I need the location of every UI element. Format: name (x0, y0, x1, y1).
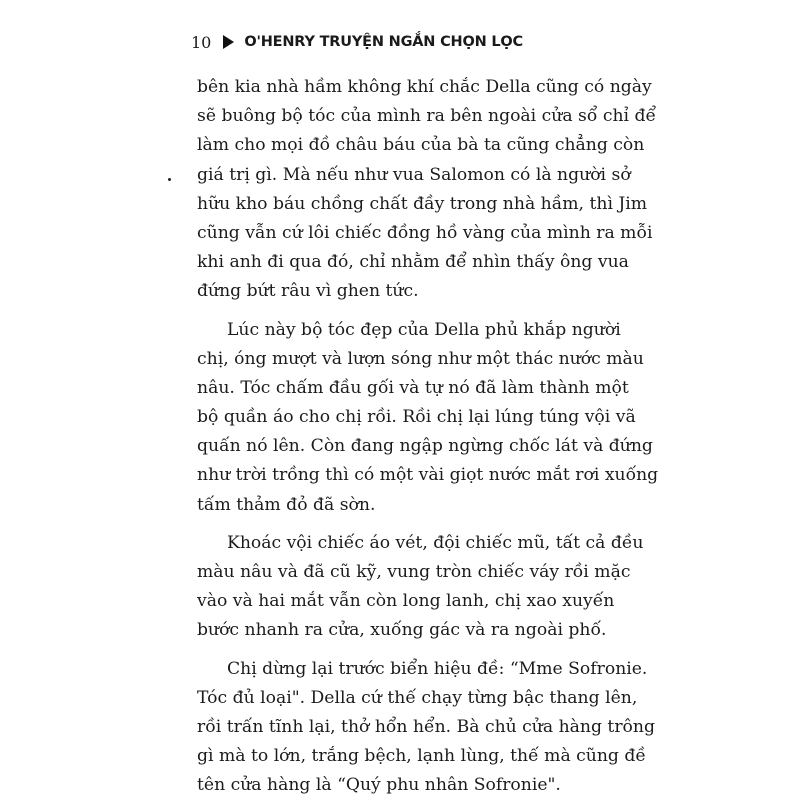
text-line: hữu kho báu chồng chất đầy trong nhà hầm, thì Jim (197, 193, 648, 214)
text-line: làm cho mọi đồ châu báu của bà ta cũng chẳng còn (197, 135, 645, 156)
text-line: Khoác vội chiếc áo vét, đội chiếc mũ, tất cả đều (227, 532, 644, 553)
text-line: màu nâu và đã cũ kỹ, vung tròn chiếc váy rồi mặc (197, 562, 631, 582)
text-line: tấm thảm đỏ đã sờn. (197, 494, 376, 515)
text-line: khi anh đi qua đó, chỉ nhằm để nhìn thấy ông vua (197, 252, 629, 273)
text-line: cũng vẫn cứ lôi chiếc đồng hồ vàng của mình ra mỗi (197, 222, 653, 243)
text-line: giá trị gì. Mà nếu như vua Salomon có là người sở (197, 164, 631, 185)
play-triangle-icon (223, 35, 234, 49)
paragraph-4 (197, 655, 655, 801)
text-line: đứng bứt râu vì ghen tức. (197, 281, 419, 302)
text-line: bên kia nhà hầm không khí chắc Della cũng có ngày (197, 77, 652, 97)
paragraph-3 (197, 529, 644, 646)
text-line: chị, óng mượt và lượn sóng như một thác nước màu (197, 348, 644, 369)
text-line: bước nhanh ra cửa, xuống gác và ra ngoài phố. (197, 620, 607, 641)
text-line: bộ quần áo cho chị rồi. Rồi chị lại lúng túng vội vã (197, 407, 636, 428)
text-line: như trời trồng thì có một vài giọt nước mắt rơi xuống (197, 465, 659, 486)
body-text (197, 73, 659, 810)
paragraph-2 (197, 316, 659, 520)
paragraph-1 (197, 73, 657, 307)
page-number: 10 (191, 32, 212, 52)
text-line: Lúc này bộ tóc đẹp của Della phủ khắp người (227, 319, 621, 340)
text-line: nâu. Tóc chấm đầu gối và tự nó đã làm thành một (197, 377, 629, 398)
text-line: Tóc đủ loại". Della cứ thế chạy từng bậc thang lên, (197, 687, 638, 708)
text-line: tên cửa hàng là “Quý phu nhân Sofronie". (197, 775, 561, 796)
text-line: Chị dừng lại trước biển hiệu đề: “Mme Sofronie. (227, 658, 648, 679)
text-line: sẽ buông bộ tóc của mình ra bên ngoài cửa sổ chỉ để (197, 106, 657, 127)
margin-dot-mark (168, 178, 171, 181)
running-header (191, 30, 523, 54)
book-title: O'HENRY TRUYỆN NGẮN CHỌN LỌC (244, 34, 523, 50)
text-line: vào và hai mắt vẫn còn long lanh, chị xao xuyến (197, 591, 615, 612)
text-line: gì mà to lớn, trắng bệch, lạnh lùng, thế mà cũng đề (197, 746, 646, 767)
text-line: quấn nó lên. Còn đang ngập ngừng chốc lát và đứng (197, 436, 653, 457)
text-line: rồi trấn tĩnh lại, thở hổn hển. Bà chủ cửa hàng trông (197, 716, 655, 737)
